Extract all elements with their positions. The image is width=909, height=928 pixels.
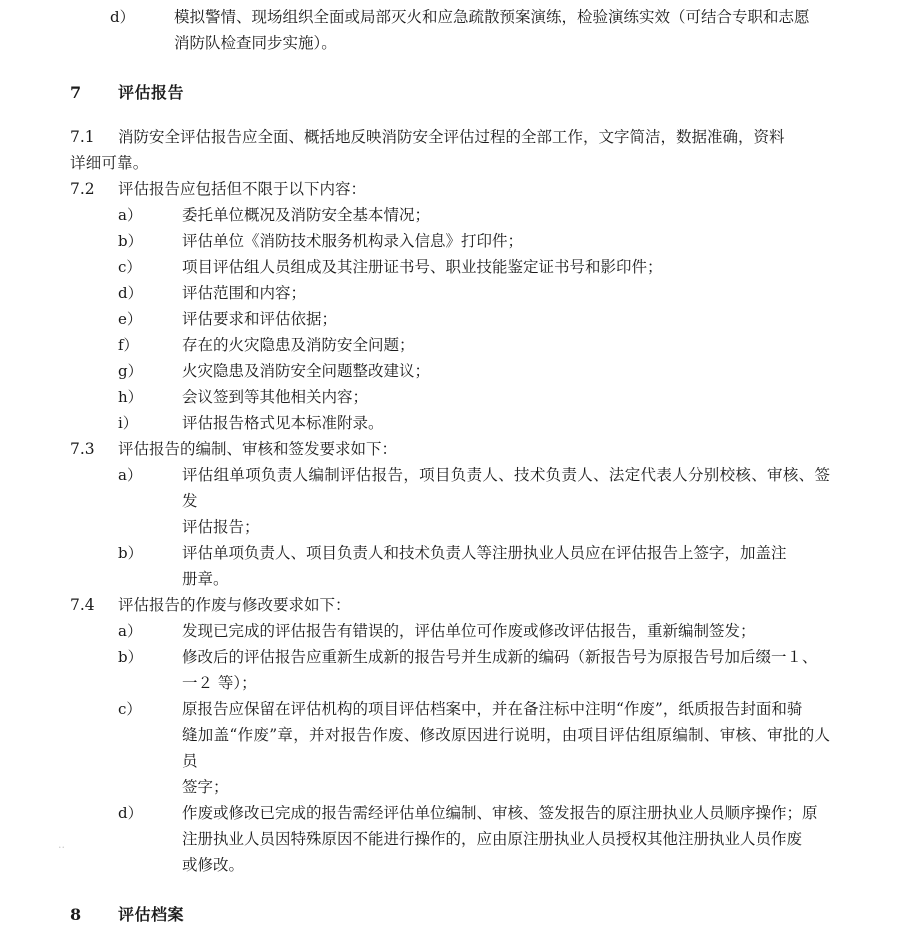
list-marker: c） <box>118 258 142 276</box>
list-marker: d） <box>118 804 143 822</box>
list-item <box>118 306 830 332</box>
list-item <box>118 358 830 384</box>
list-text: 项目评估组人员组成及其注册证书号、职业技能鉴定证书号和影印件； <box>182 258 663 276</box>
section-number: 8 <box>70 905 82 924</box>
clause-text: 评估报告的作废与修改要求如下： <box>118 596 351 614</box>
list-item <box>118 202 830 228</box>
list-item <box>118 696 830 722</box>
list-item-continuation <box>118 774 830 800</box>
list-text: 评估组单项负责人编制评估报告，项目负责人、技术负责人、法定代表人分别校核、审核、签发 <box>182 466 830 510</box>
list-text: 作废或修改已完成的报告需经评估单位编制、审核、签发报告的原注册执业人员顺序操作；原 <box>182 804 818 822</box>
list-text: 存在的火灾隐患及消防安全问题； <box>182 336 415 354</box>
list-item <box>118 410 830 436</box>
list-item-continuation <box>110 30 830 56</box>
list-item <box>118 618 830 644</box>
list-marker: h） <box>118 388 143 406</box>
list-text: 原报告应保留在评估机构的项目评估档案中，并在备注标中注明“作废”，纸质报告封面和骑 <box>182 700 803 718</box>
clause-number: 7.1 <box>70 128 95 146</box>
list-text: 评估单位《消防技术服务机构录入信息》打印件； <box>182 232 524 250</box>
list-text: 评估范围和内容； <box>182 284 307 302</box>
section-heading-8 <box>70 902 830 928</box>
list-item <box>118 462 830 514</box>
spacer <box>70 106 830 124</box>
clause-number: 7.4 <box>70 596 95 614</box>
clause-text: 评估报告应包括但不限于以下内容： <box>118 180 367 198</box>
list-marker: e） <box>118 310 142 328</box>
spacer <box>70 878 830 902</box>
clause-text: 评估报告的编制、审核和签发要求如下： <box>118 440 398 458</box>
list-marker: i） <box>118 414 138 432</box>
clause-7-1 <box>70 124 830 150</box>
section-number: 7 <box>70 83 82 102</box>
list-marker: d） <box>118 284 143 302</box>
list-item-continuation <box>118 514 830 540</box>
spacer <box>70 56 830 80</box>
list-marker: b） <box>118 544 143 562</box>
list-text: 火灾隐患及消防安全问题整改建议； <box>182 362 431 380</box>
list-text: 模拟警情、现场组织全面或局部灭火和应急疏散预案演练，检验演练实效（可结合专职和志愿 <box>174 8 810 26</box>
list-text: 一２ 等）； <box>182 674 257 692</box>
list-marker: a） <box>118 622 142 640</box>
list-text: 注册执业人员因特殊原因不能进行操作的，应由原注册执业人员授权其他注册执业人员作废 <box>182 830 803 848</box>
list-text: 发现已完成的评估报告有错误的，评估单位可作废或修改评估报告，重新编制签发； <box>182 622 756 640</box>
list-item-continuation <box>118 670 830 696</box>
list-text: 评估单项负责人、项目负责人和技术负责人等注册执业人员应在评估报告上签字，加盖注 <box>182 544 787 562</box>
page-content <box>70 4 830 928</box>
clause-7-4 <box>70 592 830 618</box>
list-text: 修改后的评估报告应重新生成新的报告号并生成新的编码（新报告号为原报告号加后缀一１、 <box>182 648 818 666</box>
list-item <box>118 280 830 306</box>
section-heading-7 <box>70 80 830 106</box>
list-item-continuation <box>118 722 830 774</box>
clause-7-1-continuation: 详细可靠。 <box>70 154 149 172</box>
list-text: 或修改。 <box>182 856 245 874</box>
list-marker: c） <box>118 700 142 718</box>
list-item-continuation <box>118 826 830 852</box>
clause-text: 消防安全评估报告应全面、概括地反映消防安全评估过程的全部工作，文字简洁，数据准确，资料 <box>118 128 785 146</box>
list-item-continuation <box>118 852 830 878</box>
clause-number: 7.2 <box>70 180 95 198</box>
list-text: 委托单位概况及消防安全基本情况； <box>182 206 431 224</box>
list-item <box>118 254 830 280</box>
list-text: 册章。 <box>182 570 229 588</box>
list-item <box>110 4 830 30</box>
list-item-continuation <box>118 566 830 592</box>
list-text: 会议签到等其他相关内容； <box>182 388 369 406</box>
section-title: 评估报告 <box>118 83 185 102</box>
list-marker: b） <box>118 232 143 250</box>
list-marker: d） <box>110 8 135 26</box>
clause-number: 7.3 <box>70 440 95 458</box>
list-marker: g） <box>118 362 143 380</box>
list-marker: a） <box>118 466 142 484</box>
list-text: 缝加盖“作废”章，并对报告作废、修改原因进行说明，由项目评估组原编制、审核、审批的人员 <box>182 726 830 770</box>
list-item <box>118 384 830 410</box>
list-item <box>118 332 830 358</box>
list-text: 评估要求和评估依据； <box>182 310 338 328</box>
list-text: 消防队检查同步实施）。 <box>174 34 337 52</box>
scan-artifact: .. <box>58 838 65 851</box>
list-text: 评估报告格式见本标准附录。 <box>182 414 384 432</box>
list-marker: b） <box>118 648 143 666</box>
clause-7-2 <box>70 176 830 202</box>
section-title: 评估档案 <box>118 905 185 924</box>
list-item <box>118 540 830 566</box>
list-item <box>118 800 830 826</box>
clause-7-3 <box>70 436 830 462</box>
list-marker: f） <box>118 336 139 354</box>
list-marker: a） <box>118 206 142 224</box>
list-item <box>118 644 830 670</box>
list-text: 评估报告； <box>182 518 260 536</box>
list-text: 签字； <box>182 778 229 796</box>
list-item <box>118 228 830 254</box>
